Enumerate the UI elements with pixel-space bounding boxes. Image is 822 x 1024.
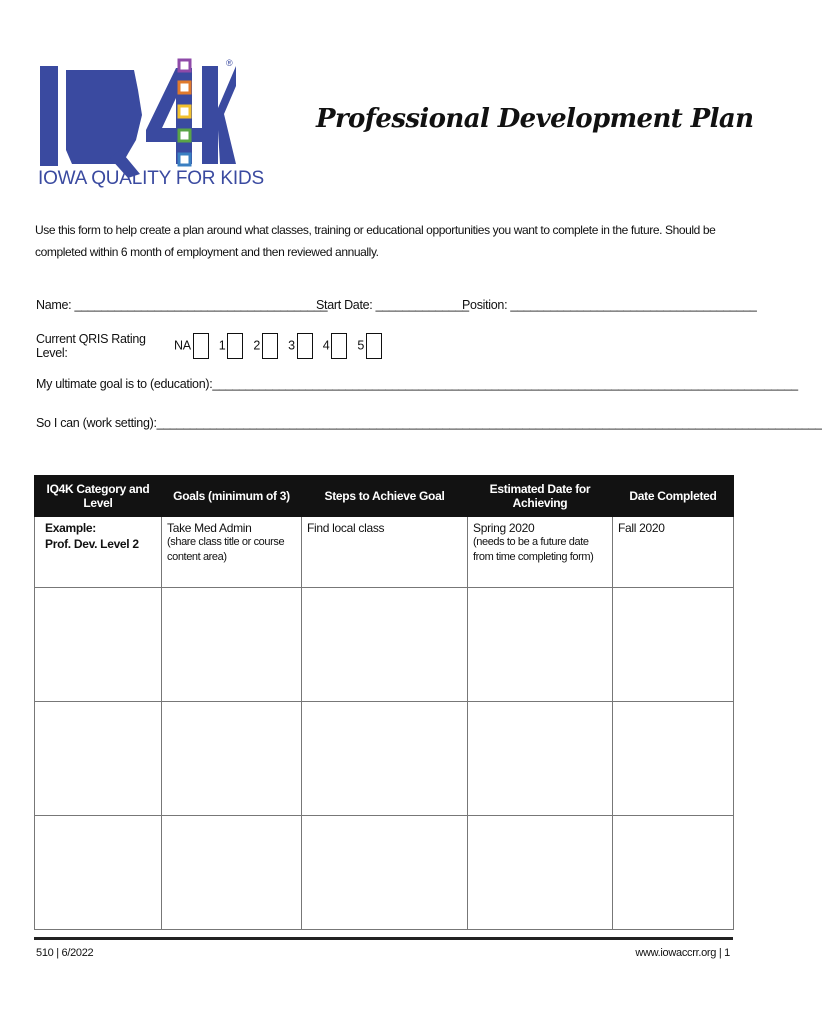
- name-field[interactable]: Name: ______________________________________: [36, 298, 328, 312]
- est-date-input-cell[interactable]: [468, 588, 613, 702]
- category-input-cell[interactable]: [35, 702, 162, 816]
- intro-text: Use this form to help create a plan around what classes, training or educational opportunities you want to complete in the future. Should be completed within 6 month of employment and then reviewed annually.: [35, 223, 716, 259]
- goal-input-cell[interactable]: [162, 588, 302, 702]
- checkbox-1[interactable]: [227, 333, 243, 359]
- example-category-cell: [35, 517, 162, 588]
- example-row: [35, 517, 734, 588]
- est-date-input-cell[interactable]: [468, 702, 613, 816]
- steps-input-cell[interactable]: [302, 702, 468, 816]
- trademark-mark: ®: [226, 58, 233, 68]
- header-est-date: Estimated Date for Achieving: [468, 476, 613, 517]
- qris-option-1[interactable]: 1: [219, 333, 254, 359]
- development-plan-table: [34, 475, 734, 930]
- completed-input-cell[interactable]: [613, 816, 734, 930]
- table-row: [35, 816, 734, 930]
- example-est-date: Spring 2020: [473, 521, 535, 535]
- footer-website[interactable]: www.iowaccrr.org | 1: [635, 947, 730, 959]
- checkbox-2[interactable]: [262, 333, 278, 359]
- iq4k-logo: [36, 58, 264, 195]
- checkbox-3[interactable]: [297, 333, 313, 359]
- table-row: [35, 702, 734, 816]
- completed-input-cell[interactable]: [613, 588, 734, 702]
- page-title: Professional Development Plan: [316, 104, 754, 134]
- example-steps-cell: [302, 517, 468, 588]
- header-goals: Goals (minimum of 3): [162, 476, 302, 517]
- qris-option-2[interactable]: 2: [253, 333, 288, 359]
- work-setting-field[interactable]: So I can (work setting):____________________________________________________________________________________________________: [36, 416, 822, 430]
- footer-form-number: 510 | 6/2022: [36, 947, 94, 959]
- qris-option-4[interactable]: 4: [323, 333, 358, 359]
- example-label: Example:: [45, 521, 96, 535]
- header-date-completed: Date Completed: [613, 476, 734, 517]
- header-category: IQ4K Category and Level: [35, 476, 162, 517]
- example-goal-note: (share class title or course content area): [167, 536, 285, 563]
- position-field[interactable]: Position: _____________________________________: [462, 298, 757, 312]
- example-goal-cell: [162, 517, 302, 588]
- start-date-field[interactable]: Start Date: ______________: [316, 298, 469, 312]
- header-steps: Steps to Achieve Goal: [302, 476, 468, 517]
- est-date-input-cell[interactable]: [468, 816, 613, 930]
- steps-input-cell[interactable]: [302, 588, 468, 702]
- qris-label: Current QRIS Rating Level:: [36, 332, 146, 360]
- example-est-date-cell: [468, 517, 613, 588]
- steps-input-cell[interactable]: [302, 816, 468, 930]
- qris-option-3[interactable]: 3: [288, 333, 323, 359]
- category-input-cell[interactable]: [35, 588, 162, 702]
- example-level: Prof. Dev. Level 2: [45, 537, 139, 551]
- completed-input-cell[interactable]: [613, 702, 734, 816]
- qris-rating-row: [36, 332, 392, 360]
- table-row: [35, 588, 734, 702]
- category-input-cell[interactable]: [35, 816, 162, 930]
- goal-input-cell[interactable]: [162, 702, 302, 816]
- goal-input-cell[interactable]: [162, 816, 302, 930]
- example-goal: Take Med Admin: [167, 521, 252, 535]
- education-goal-field[interactable]: My ultimate goal is to (education):________________________________________________________________________________________: [36, 377, 798, 391]
- table-header-row: [35, 476, 734, 517]
- example-completed: Fall 2020: [618, 521, 665, 535]
- checkbox-na[interactable]: [193, 333, 209, 359]
- example-completed-cell: [613, 517, 734, 588]
- footer-divider: [34, 937, 733, 940]
- example-est-note: (needs to be a future date from time completing form): [473, 536, 594, 563]
- checkbox-5[interactable]: [366, 333, 382, 359]
- qris-option-na[interactable]: NA: [174, 333, 219, 359]
- example-steps: Find local class: [307, 521, 385, 535]
- qris-option-5[interactable]: 5: [357, 333, 392, 359]
- checkbox-4[interactable]: [331, 333, 347, 359]
- logo-tagline: IOWA QUALITY FOR KIDS: [38, 168, 264, 189]
